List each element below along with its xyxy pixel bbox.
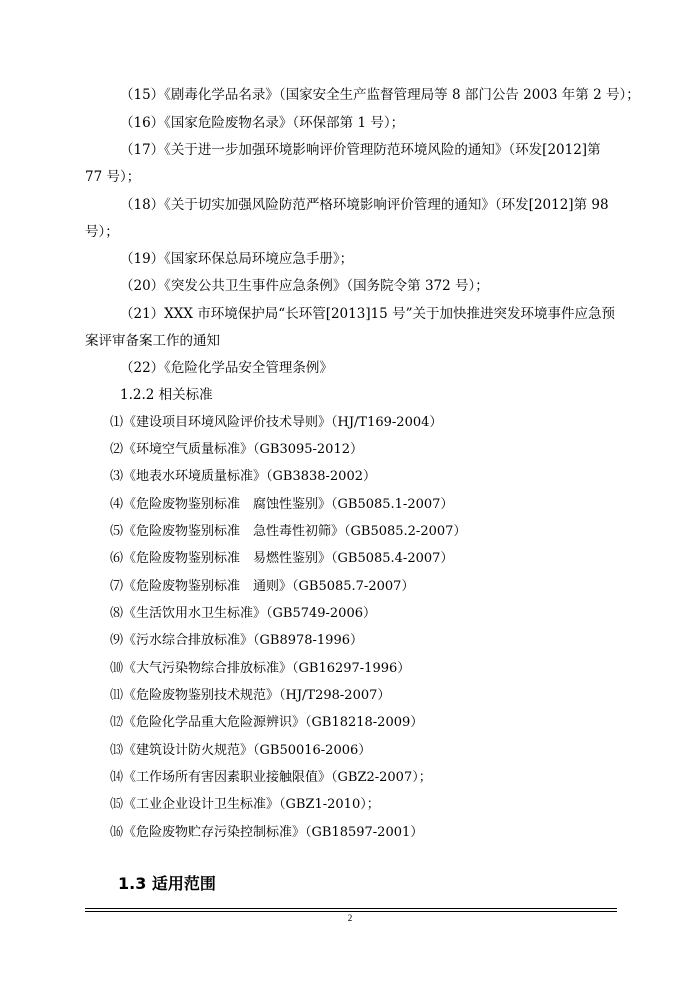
footer-rule-thick <box>85 908 617 909</box>
regulation-item-21: （21）XXX 市环境保护局“长环管[2013]15 号”关于加快推进突发环境事件应急预 <box>120 306 615 322</box>
section-heading-1-2-2: 1.2.2 相关标准 <box>120 387 213 403</box>
regulation-item-17-continued: 77 号）； <box>85 169 141 185</box>
standard-item-12: ⑿《危险化学品重大危险源辨识》（GB18218-2009） <box>110 715 424 730</box>
regulation-item-18: （18）《关于切实加强风险防范严格环境影响评价管理的通知》（环发[2012]第 98 <box>120 197 609 213</box>
standard-item-10: ⑽《大气污染物综合排放标准》（GB16297-1996） <box>110 661 411 676</box>
standard-item-16: ⒃《危险废物贮存污染控制标准》（GB18597-2001） <box>110 825 424 840</box>
standard-item-4: ⑷《危险废物鉴别标准 腐蚀性鉴别》（GB5085.1-2007） <box>110 497 454 512</box>
footer-rule-thin <box>85 911 617 912</box>
standard-item-8: ⑻《生活饮用水卫生标准》（GB5749-2006） <box>110 606 376 621</box>
section-heading-1-3: 1.3 适用范围 <box>118 874 216 893</box>
regulation-item-19: （19）《国家环保总局环境应急手册》； <box>120 251 354 267</box>
standard-item-14: ⒁《工作场所有害因素职业接触限值》（GBZ2-2007）； <box>110 770 432 785</box>
standard-item-3: ⑶《地表水环境质量标准》（GB3838-2002） <box>110 469 376 484</box>
standard-item-1: ⑴《建设项目环境风险评价技术导则》（HJ/T169-2004） <box>110 415 443 430</box>
regulation-item-22: （22）《危险化学品安全管理条例》 <box>120 360 333 376</box>
standard-item-6: ⑹《危险废物鉴别标准 易燃性鉴别》（GB5085.4-2007） <box>110 551 454 566</box>
standard-item-2: ⑵《环境空气质量标准》（GB3095-2012） <box>110 442 363 457</box>
standard-item-11: ⑾《危险废物鉴别技术规范》（HJ/T298-2007） <box>110 688 391 703</box>
regulation-item-17: （17）《关于进一步加强环境影响评价管理防范环境风险的通知》（环发[2012]第 <box>120 142 601 158</box>
standard-item-9: ⑼《污水综合排放标准》（GB8978-1996） <box>110 633 363 648</box>
regulation-item-21-continued: 案评审备案工作的通知 <box>85 333 220 349</box>
standard-item-5: ⑸《危险废物鉴别标准 急性毒性初筛》（GB5085.2-2007） <box>110 524 467 539</box>
regulation-item-20: （20）《突发公共卫生事件应急条例》（国务院令第 372 号）； <box>120 278 489 294</box>
standard-item-15: ⒂《工业企业设计卫生标准》（GBZ1-2010）； <box>110 797 380 812</box>
standard-item-13: ⒀《建筑设计防火规范》（GB50016-2006） <box>110 743 372 758</box>
standard-item-7: ⑺《危险废物鉴别标准 通则》（GB5085.7-2007） <box>110 579 415 594</box>
regulation-item-18-continued: 号）； <box>85 224 119 240</box>
regulation-item-16: （16）《国家危险废物名录》（环保部第 1 号）； <box>120 115 405 131</box>
page-number: 2 <box>347 913 353 923</box>
regulation-item-15: （15）《剧毒化学品名录》（国家安全生产监督管理局等 8 部门公告 2003 年第 2 号）； <box>120 87 640 103</box>
